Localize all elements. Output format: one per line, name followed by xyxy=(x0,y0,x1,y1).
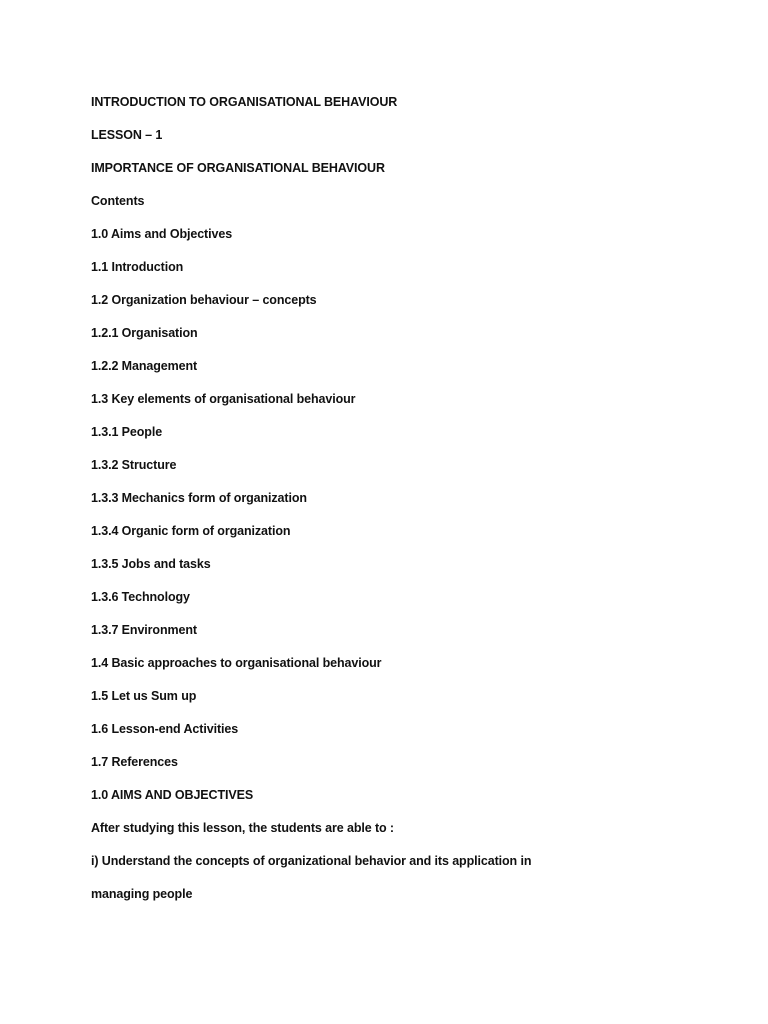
toc-entry: 1.3.6 Technology xyxy=(91,590,190,604)
body-paragraph: After studying this lesson, the students are able to : xyxy=(91,821,394,835)
toc-entry: 1.3.3 Mechanics form of organization xyxy=(91,491,307,505)
toc-entry: 1.3.5 Jobs and tasks xyxy=(91,557,211,571)
document-title: INTRODUCTION TO ORGANISATIONAL BEHAVIOUR xyxy=(91,95,398,109)
toc-entry: 1.3.4 Organic form of organization xyxy=(91,524,291,538)
toc-entry: 1.6 Lesson-end Activities xyxy=(91,722,239,736)
toc-entry: 1.5 Let us Sum up xyxy=(91,689,197,703)
objective-item: i) Understand the concepts of organizational behavior and its application in xyxy=(91,854,532,868)
toc-entry: 1.2 Organization behaviour – concepts xyxy=(91,293,317,307)
toc-entry: 1.3.7 Environment xyxy=(91,623,197,637)
toc-entry: 1.2.2 Management xyxy=(91,359,198,373)
toc-entry: 1.3 Key elements of organisational behaviour xyxy=(91,392,356,406)
document-body xyxy=(91,94,531,919)
section-heading: 1.0 AIMS AND OBJECTIVES xyxy=(91,788,254,802)
lesson-number: LESSON – 1 xyxy=(91,128,163,142)
toc-entry: 1.7 References xyxy=(91,755,178,769)
toc-entry: 1.3.1 People xyxy=(91,425,163,439)
toc-entry: 1.2.1 Organisation xyxy=(91,326,198,340)
toc-entry: 1.0 Aims and Objectives xyxy=(91,227,233,241)
contents-heading: Contents xyxy=(91,194,145,208)
lesson-title: IMPORTANCE OF ORGANISATIONAL BEHAVIOUR xyxy=(91,161,385,175)
toc-entry: 1.1 Introduction xyxy=(91,260,184,274)
objective-item-continuation: managing people xyxy=(91,887,193,901)
toc-entry: 1.3.2 Structure xyxy=(91,458,177,472)
toc-entry: 1.4 Basic approaches to organisational behaviour xyxy=(91,656,382,670)
